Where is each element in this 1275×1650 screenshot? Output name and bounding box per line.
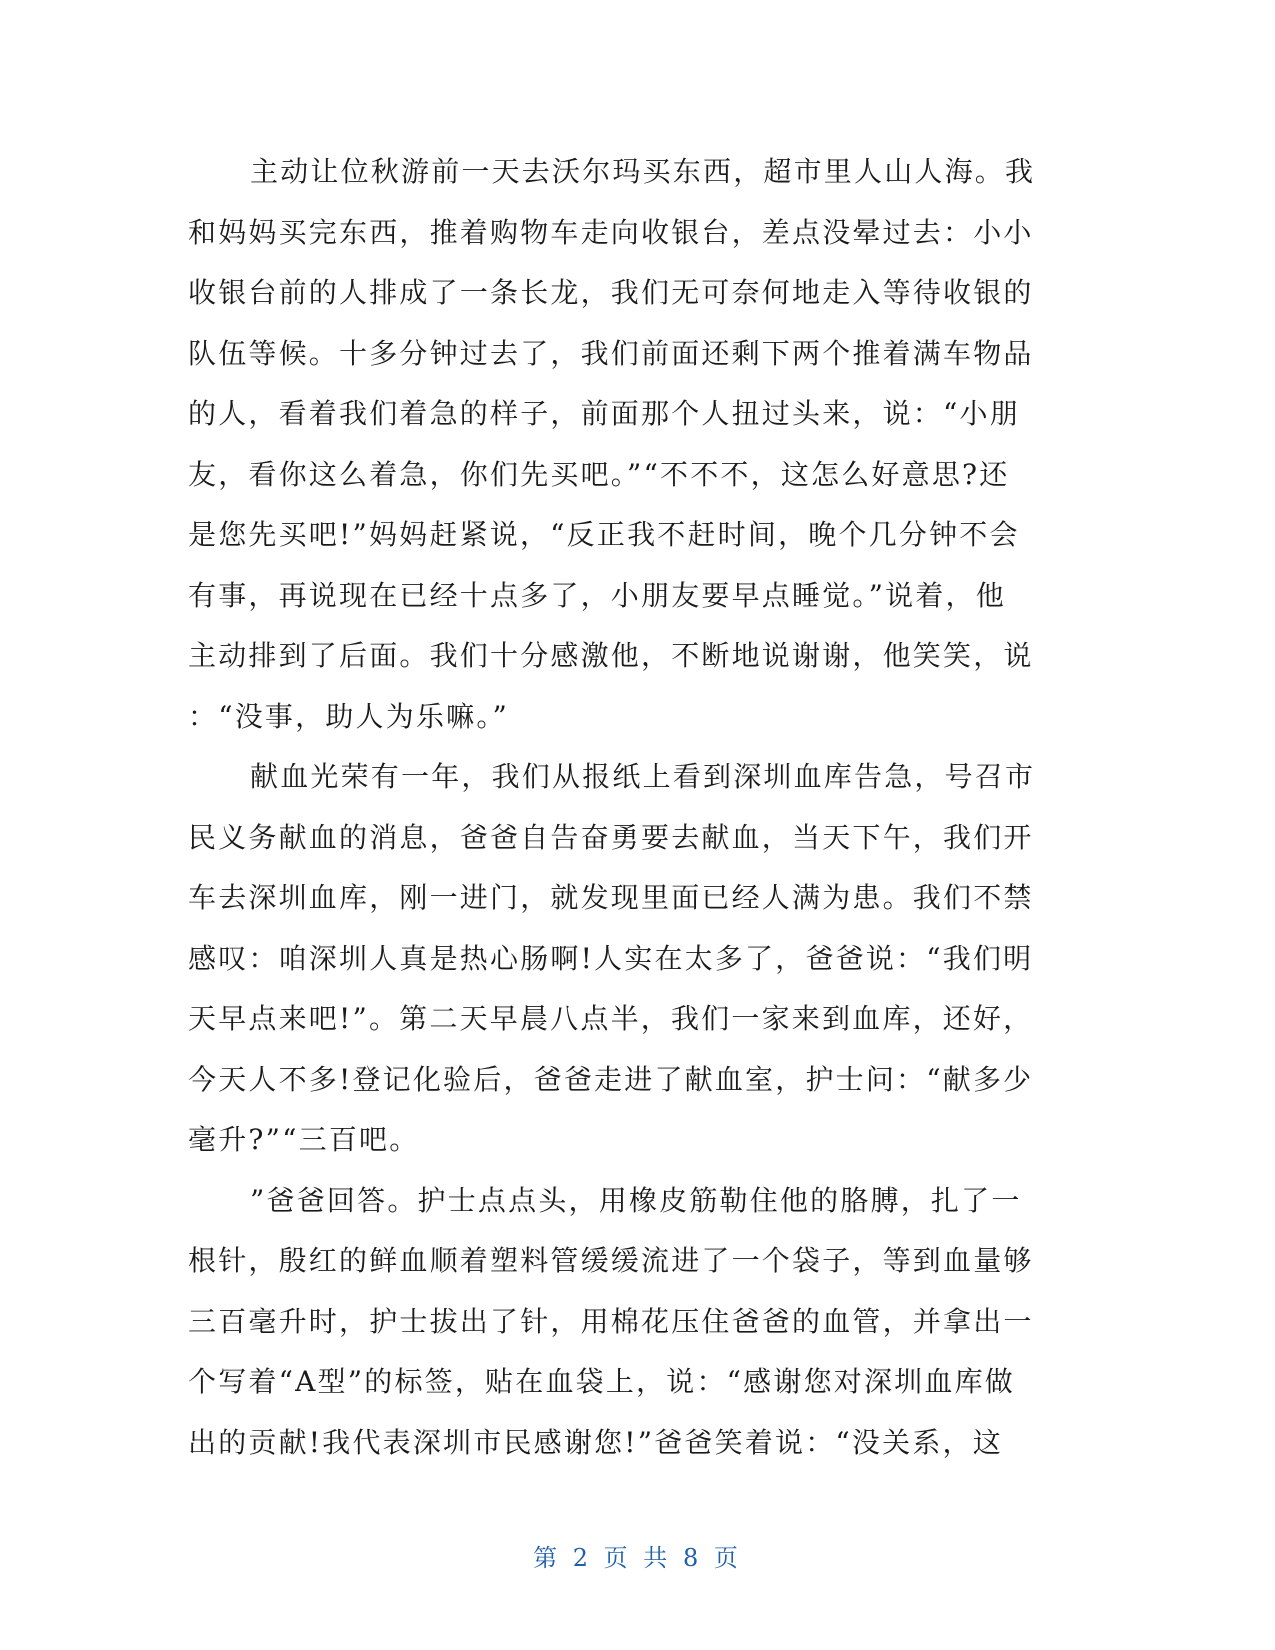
paragraph-2-line-2: 民义务献血的消息，爸爸自告奋勇要去献血，当天下午，我们开 xyxy=(188,820,1034,854)
paragraph-1-line-6: 友，看你这么着急，你们先买吧。”“不不不，这怎么好意思?还 xyxy=(188,457,1010,491)
paragraph-2-line-6: 今天人不多!登记化验后，爸爸走进了献血室，护士问：“献多少 xyxy=(188,1062,1034,1096)
paragraph-2-line-1: 献血光荣有一年，我们从报纸上看到深圳血库告急，号召市 xyxy=(250,760,1036,793)
paragraph-3-line-2: 根针，殷红的鲜血顺着塑料管缓缓流进了一个袋子，等到血量够 xyxy=(188,1244,1034,1277)
paragraph-2-line-3: 车去深圳血库，刚一进门，就发现里面已经人满为患。我们不禁 xyxy=(188,881,1034,914)
page-number-footer: 第 2 页 共 8 页 xyxy=(533,1544,742,1572)
paragraph-1-line-2: 和妈妈买完东西，推着购物车走向收银台，差点没晕过去：小小 xyxy=(188,215,1034,249)
paragraph-1-line-4: 队伍等候。十多分钟过去了，我们前面还剩下两个推着满车物品 xyxy=(188,336,1034,370)
paragraph-1-line-8: 有事，再说现在已经十点多了，小朋友要早点睡觉。”说着，他 xyxy=(188,578,1006,612)
paragraph-1-line-5: 的人，看着我们着急的样子，前面那个人扭过头来，说：“小朋 xyxy=(188,397,1020,430)
paragraph-1-line-9: 主动排到了后面。我们十分感激他，不断地说谢谢，他笑笑，说 xyxy=(188,639,1034,672)
paragraph-3-line-4: 个写着“A型”的标签，贴在血袋上，说：“感谢您对深圳血库做 xyxy=(188,1365,1015,1398)
paragraph-1-line-1: 主动让位秋游前一天去沃尔玛买东西，超市里人山人海。我 xyxy=(250,155,1036,188)
paragraph-1-line-10: ：“没事，助人为乐嘛。” xyxy=(188,699,510,733)
body-text xyxy=(188,142,1068,1473)
paragraph-2-line-5: 天早点来吧!”。第二天早晨八点半，我们一家来到血库，还好， xyxy=(188,1002,1034,1035)
paragraph-1-line-7: 是您先买吧!”妈妈赶紧说，“反正我不赶时间，晚个几分钟不会 xyxy=(188,518,1020,551)
paragraph-2-line-7: 毫升?”“三百吧。 xyxy=(188,1123,420,1156)
paragraph-2-line-4: 感叹：咱深圳人真是热心肠啊!人实在太多了，爸爸说：“我们明 xyxy=(188,941,1034,975)
paragraph-3-line-3: 三百毫升时，护士拔出了针，用棉花压住爸爸的血管，并拿出一 xyxy=(188,1304,1034,1338)
paragraph-3-line-5: 出的贡献!我代表深圳市民感谢您!”爸爸笑着说：“没关系，这 xyxy=(188,1425,1003,1459)
paragraph-1-line-3: 收银台前的人排成了一条长龙，我们无可奈何地走入等待收银的 xyxy=(188,276,1034,309)
paragraph-3-line-1: ”爸爸回答。护士点点头，用橡皮筋勒住他的胳膊，扎了一 xyxy=(250,1183,1022,1217)
